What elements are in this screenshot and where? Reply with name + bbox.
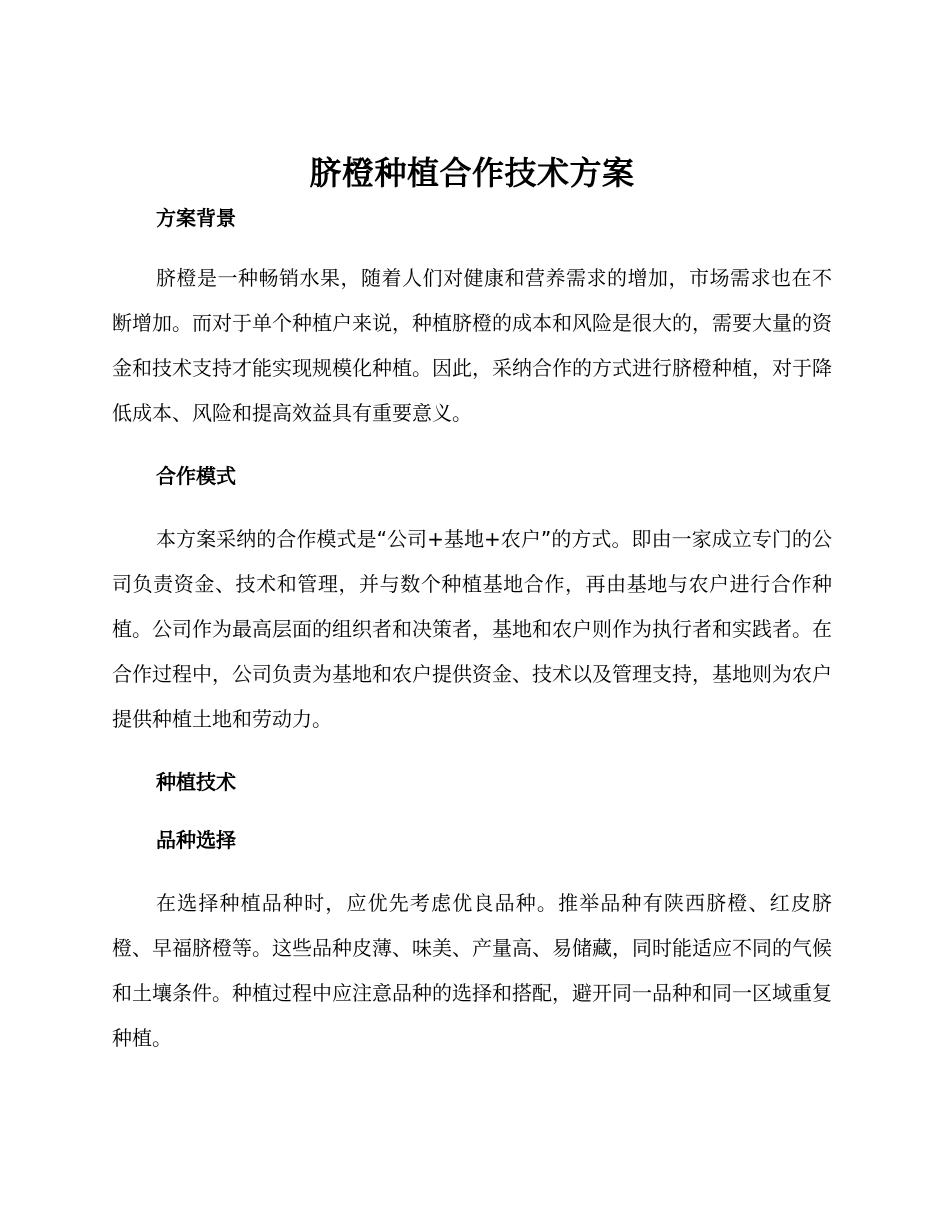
section-heading-background: 方案背景 — [156, 206, 236, 230]
document-page — [112, 150, 832, 1061]
section-heading-technique: 种植技术 — [156, 770, 236, 794]
section-heading-cooperation: 合作模式 — [156, 464, 236, 488]
paragraph-cooperation: 本方案采纳的合作模式是“公司+基地+农户”的方式。即由一家成立专门的公司负责资金、技术和管理，并与数个种植基地合作，再由基地与农户进行合作种植。公司作为最高层面的组织者和决策者，基地和农户则作为执行者和实践者。在合作过程中，公司负责为基地和农户提供资金、技术以及管理支持，基地则为农户提供种植土地和劳动力。 — [112, 527, 832, 731]
subsection-heading-variety: 品种选择 — [156, 828, 236, 852]
document-title: 脐橙种植合作技术方案 — [309, 154, 635, 192]
paragraph-variety: 在选择种植品种时，应优先考虑优良品种。推举品种有陕西脐橙、红皮脐橙、早福脐橙等。这些品种皮薄、味美、产量高、易储藏，同时能适应不同的气候和土壤条件。种植过程中应注意品种的选择和搭配，避开同一品种和同一区域重复种植。 — [112, 891, 832, 1050]
paragraph-background: 脐橙是一种畅销水果，随着人们对健康和营养需求的增加，市场需求也在不断增加。而对于单个种植户来说，种植脐橙的成本和风险是很大的，需要大量的资金和技术支持才能实现规模化种植。因此，采纳合作的方式进行脐橙种植，对于降低成本、风险和提高效益具有重要意义。 — [112, 266, 832, 425]
